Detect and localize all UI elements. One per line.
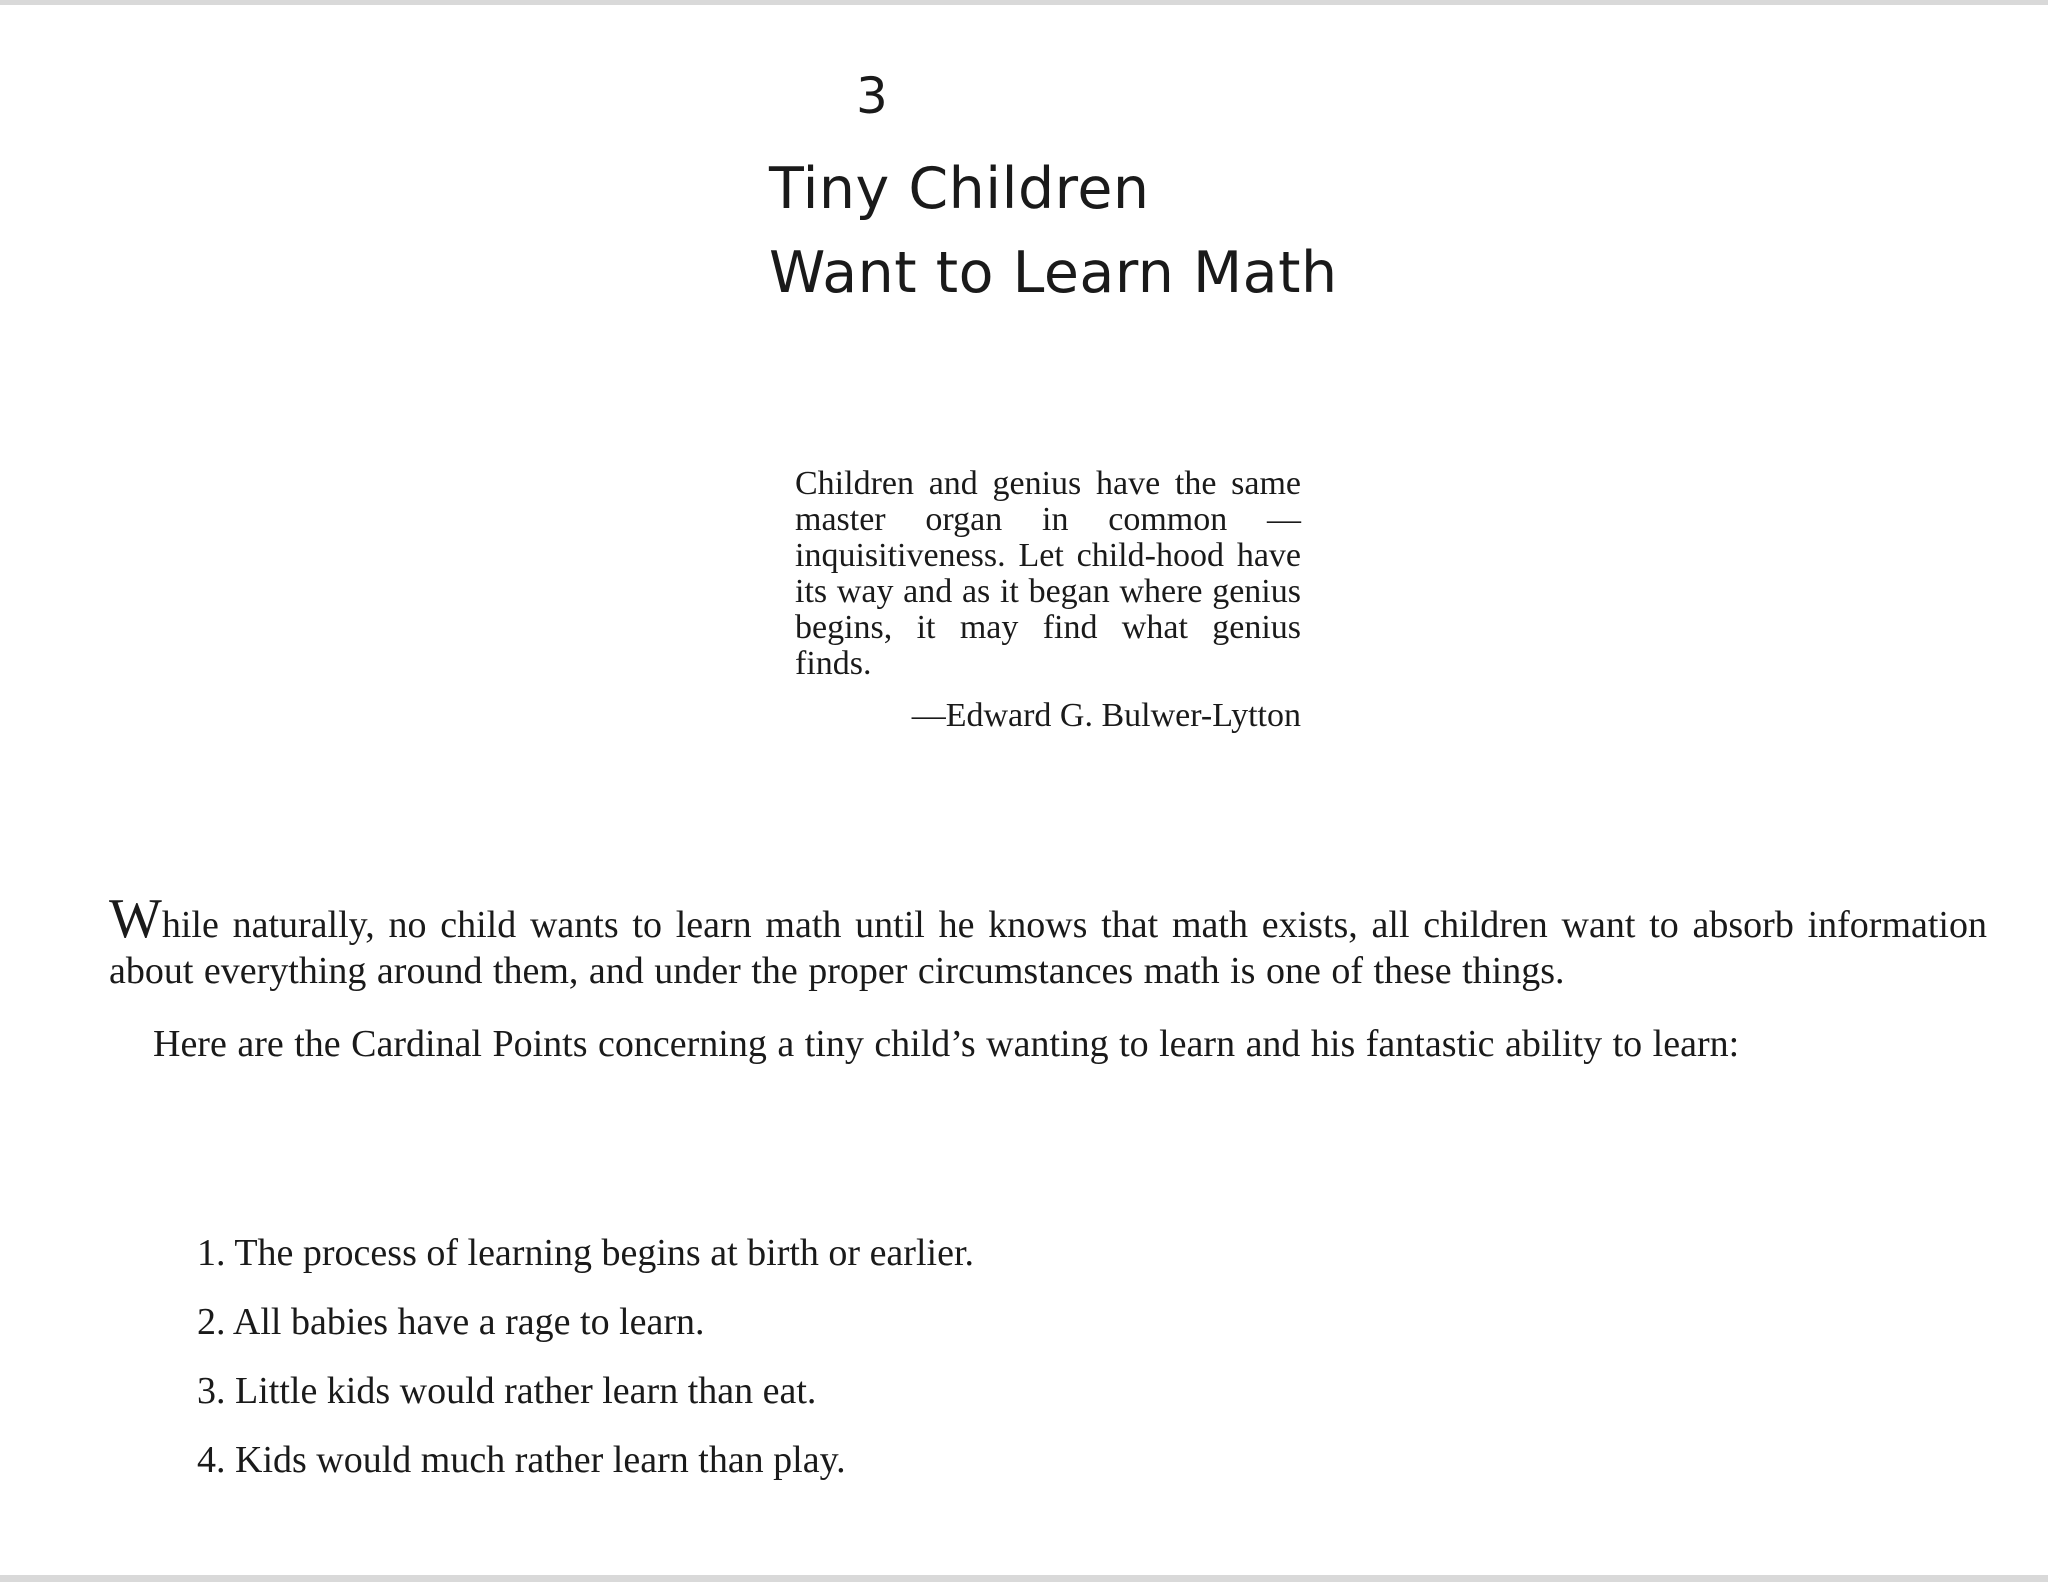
cardinal-point-2: 2. All babies have a rage to learn.: [197, 1301, 705, 1343]
cardinal-points-list: [197, 1230, 974, 1506]
cardinal-point-3: 3. Little kids would rather learn than eat.: [197, 1370, 817, 1412]
cardinal-point-4: 4. Kids would much rather learn than play.: [197, 1439, 846, 1481]
cardinal-point-1: 1. The process of learning begins at birth or earlier.: [197, 1232, 974, 1274]
chapter-title-line-1: Tiny Children: [769, 156, 1150, 222]
body-paragraph-1: [109, 888, 1987, 994]
body-text: [109, 888, 1987, 1073]
chapter-title: [769, 147, 1338, 315]
page-bottom-edge: [0, 1575, 2048, 1582]
body-paragraph-2: Here are the Cardinal Points concerning a tiny child’s wanting to learn and his fantastic ability to learn:: [153, 1023, 1740, 1065]
body-paragraph-1-text: hile naturally, no child wants to learn math until he knows that math exists, all children want to absorb information about everything around them, and under the proper circumstances math is one of these things.: [109, 904, 1987, 992]
initial-letter: W: [109, 888, 162, 950]
epigraph: [795, 466, 1301, 736]
epigraph-attribution: —Edward G. Bulwer-Lytton: [911, 697, 1301, 734]
epigraph-text: Children and genius have the same master organ in common —inquisitiveness. Let child-hood have its way and as it began where genius begins, it may find what genius finds.: [795, 465, 1301, 682]
chapter-number: 3: [856, 67, 888, 125]
chapter-title-line-2: Want to Learn Math: [769, 240, 1338, 306]
page-top-edge: [0, 0, 2048, 5]
